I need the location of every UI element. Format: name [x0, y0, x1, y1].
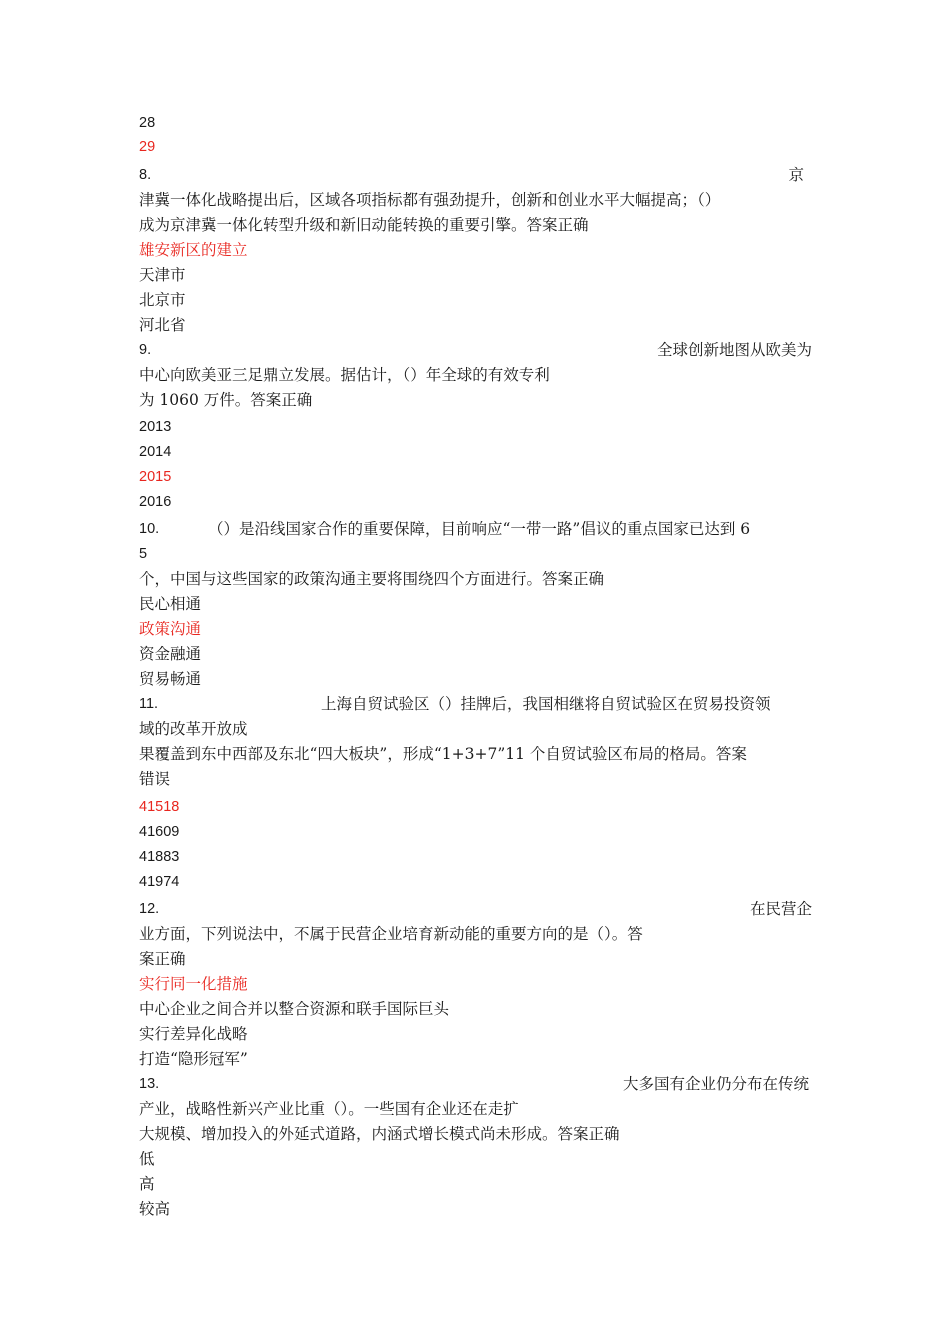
answer-option: 41518: [139, 799, 180, 815]
question-number: 8.: [139, 167, 152, 183]
option: 天津市: [139, 266, 186, 284]
question-text: 业方面，下列说法中，不属于民营企业培育新动能的重要方向的是（）。答: [139, 925, 643, 943]
question-text: 大规模、增加投入的外延式道路，内涵式增长模式尚未形成。答案正确: [139, 1125, 620, 1143]
question-text: 域的改革开放成: [139, 720, 248, 738]
answer-option: 雄安新区的建立: [139, 241, 248, 259]
question-text: 错误: [139, 770, 171, 788]
option: 资金融通: [139, 645, 202, 663]
question-lead: 全球创新地图从欧美为: [656, 341, 812, 359]
option: 2016: [139, 494, 172, 510]
option: 贸易畅通: [139, 670, 202, 688]
question-text: 果覆盖到东中西部及东北“四大板块”，形成“1+3+7”11 个自贸试验区布局的格局。答案: [139, 745, 747, 763]
option: 中心企业之间合并以整合资源和联手国际巨头: [139, 1000, 450, 1018]
question-text: 津冀一体化战略提出后，区域各项指标都有强劲提升，创新和创业水平大幅提高；（）: [139, 191, 721, 209]
answer-option: 29: [139, 139, 156, 155]
question-lead: 大多国有企业仍分布在传统: [622, 1075, 809, 1093]
question-text: 中心向欧美亚三足鼎立发展。据估计，（）年全球的有效专利: [139, 366, 550, 384]
question-text: 为 1060 万件。答案正确: [139, 391, 313, 409]
option: 北京市: [139, 291, 186, 309]
question-text: 案正确: [139, 950, 186, 968]
option: 较高: [139, 1200, 171, 1218]
option: 41609: [139, 824, 180, 840]
option: 实行差异化战略: [139, 1025, 248, 1043]
question-lead: 京: [788, 166, 804, 184]
question-lead: （）是沿线国家合作的重要保障，目前响应“一带一路”倡议的重点国家已达到 6: [208, 520, 751, 538]
question-number: 11.: [139, 696, 159, 712]
question-text: 产业，战略性新兴产业比重（）。一些国有企业还在走扩: [139, 1100, 519, 1118]
question-text: 5: [139, 546, 148, 562]
answer-option: 2015: [139, 469, 172, 485]
option: 打造“隐形冠军”: [139, 1050, 248, 1068]
option: 低: [139, 1150, 155, 1168]
option: 2014: [139, 444, 172, 460]
option: 民心相通: [139, 595, 202, 613]
option: 41883: [139, 849, 180, 865]
question-text: 个，中国与这些国家的政策沟通主要将围绕四个方面进行。答案正确: [139, 570, 605, 588]
option: 41974: [139, 874, 180, 890]
answer-option: 实行同一化措施: [139, 975, 248, 993]
option: 高: [139, 1175, 155, 1193]
question-number: 9.: [139, 342, 152, 358]
question-lead: 在民营企: [749, 900, 812, 918]
question-number: 13.: [139, 1076, 160, 1092]
question-text: 成为京津冀一体化转型升级和新旧动能转换的重要引擎。答案正确: [139, 216, 589, 234]
question-number: 10.: [139, 521, 160, 537]
question-lead: 上海自贸试验区（）挂牌后，我国相继将自贸试验区在贸易投资领: [321, 695, 771, 713]
option: 河北省: [139, 316, 186, 334]
answer-option: 政策沟通: [139, 620, 202, 638]
option: 28: [139, 115, 156, 131]
question-number: 12.: [139, 901, 160, 917]
option: 2013: [139, 419, 172, 435]
